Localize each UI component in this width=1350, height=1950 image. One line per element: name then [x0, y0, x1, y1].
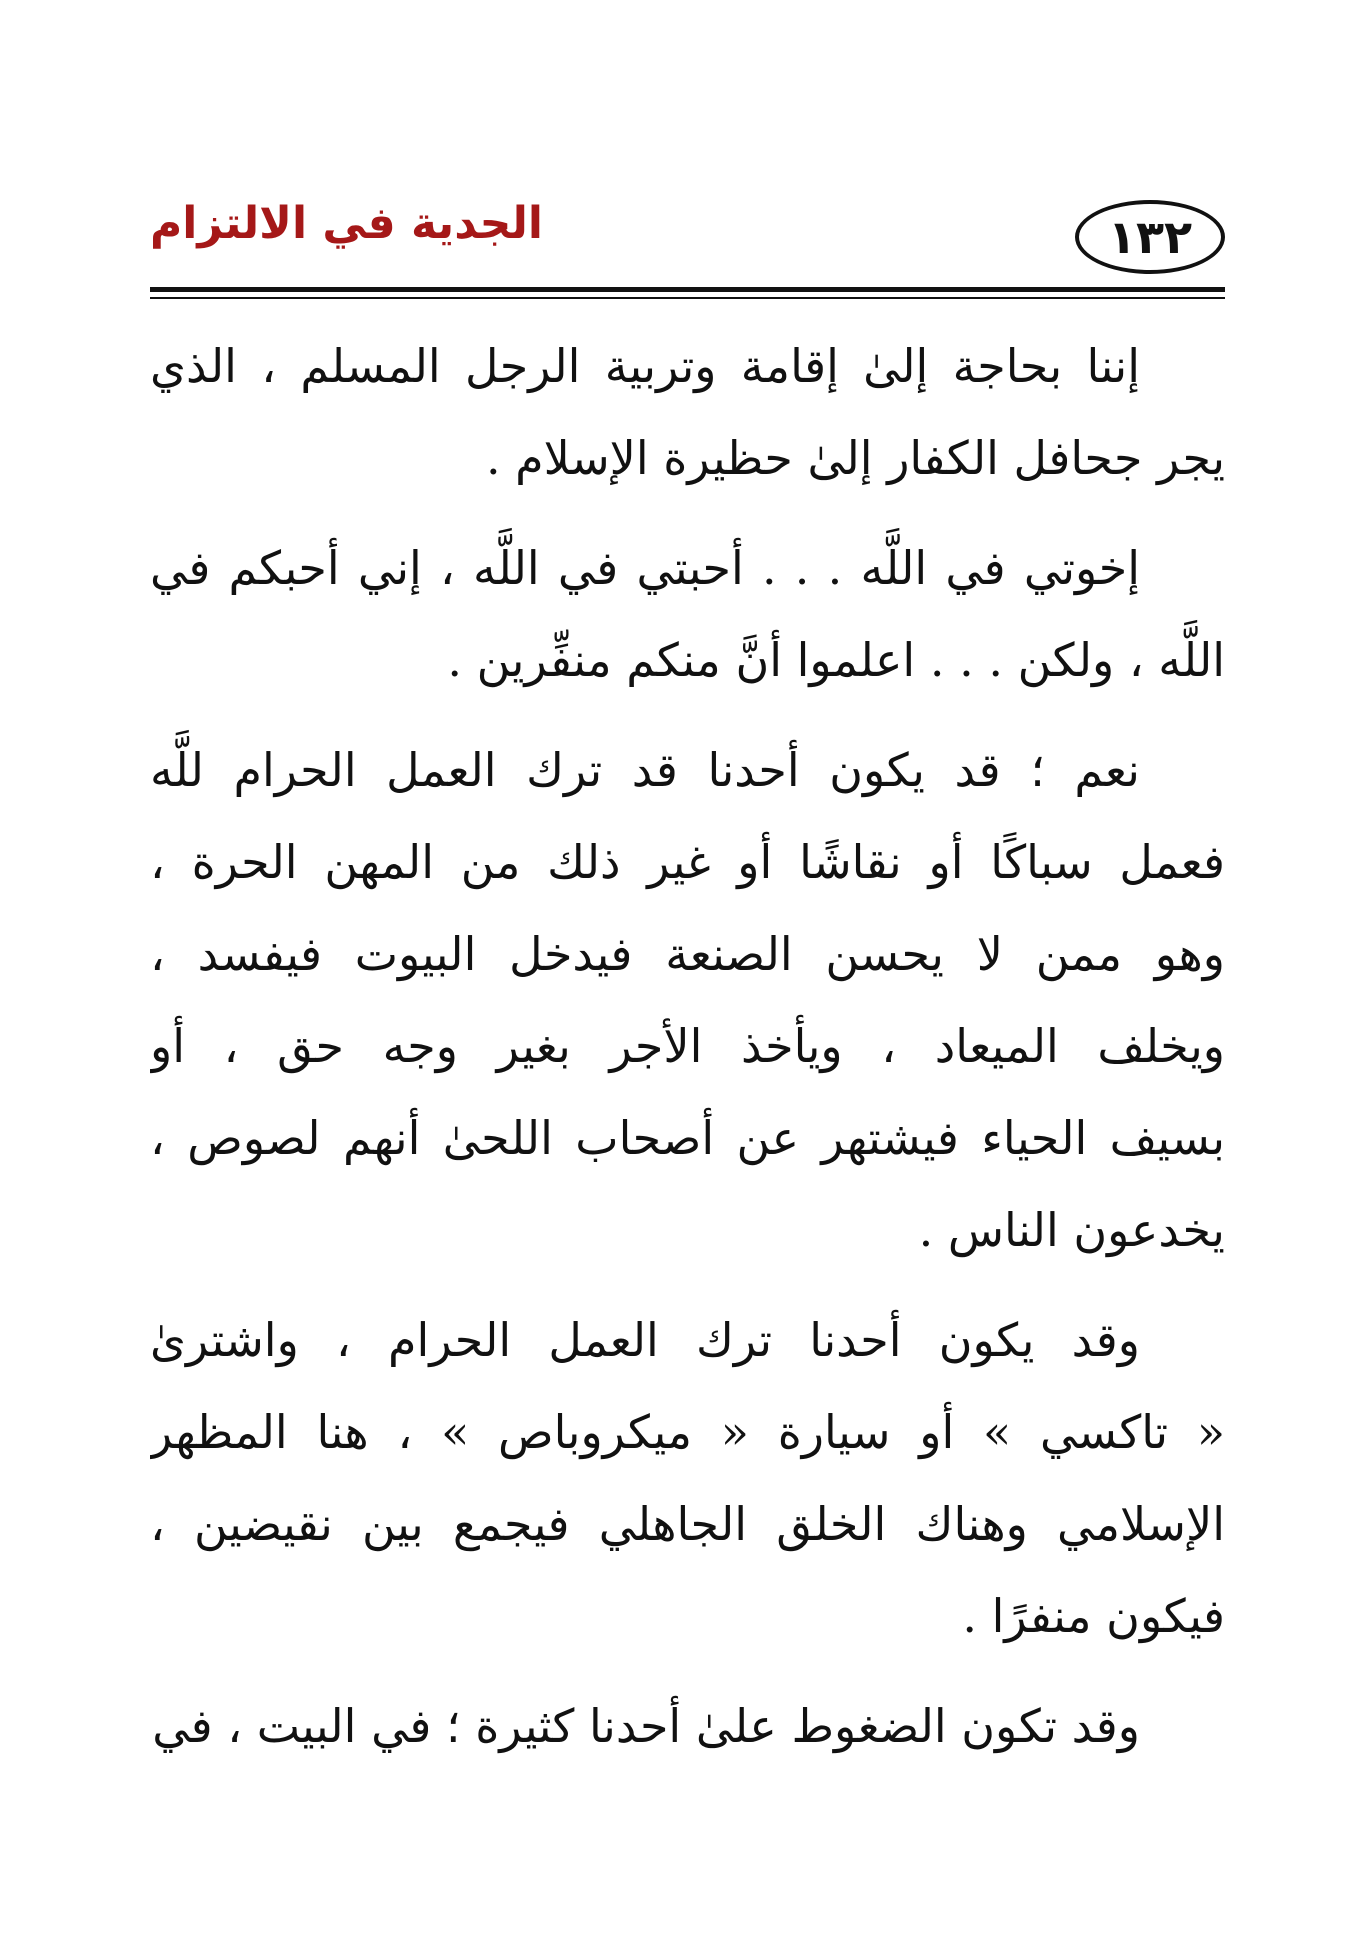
text-line: بسيف الحياء فيشتهر عن أصحاب اللحىٰ أنهم لصوص ، [150, 1111, 1225, 1165]
text-line: وقد تكون الضغوط علىٰ أحدنا كثيرة ؛ في البيت ، في [152, 1699, 1140, 1753]
text-line: وقد يكون أحدنا ترك العمل الحرام ، واشترىٰ [150, 1313, 1140, 1367]
paragraph [150, 522, 1225, 706]
text-line: ويخلف الميعاد ، ويأخذ الأجر بغير وجه حق ، أو [150, 1019, 1225, 1073]
text-line: إننا بحاجة إلىٰ إقامة وتربية الرجل المسلم ، الذي [150, 339, 1140, 393]
text-line: نعم ؛ قد يكون أحدنا قد ترك العمل الحرام للَّه [150, 743, 1140, 797]
text-line: اللَّه ، ولكن . . . اعلموا أنَّ منكم منفِّرين . [447, 633, 1225, 687]
header-rule-thick [150, 287, 1225, 292]
text-line: « تاكسي » أو سيارة « ميكروباص » ، هنا المظهر [150, 1405, 1225, 1459]
page-body [150, 320, 1225, 1790]
text-line: فعمل سباكًا أو نقاشًا أو غير ذلك من المهن الحرة ، [150, 835, 1225, 889]
text-line: فيكون منفرًا . [962, 1589, 1225, 1643]
page-number: ١٣٢ [1075, 200, 1225, 274]
running-title: الجدية في الالتزام [150, 198, 543, 249]
header-rule-thin [150, 297, 1225, 299]
text-line: يجر جحافل الكفار إلىٰ حظيرة الإسلام . [485, 431, 1225, 485]
text-line: إخوتي في اللَّه . . . أحبتي في اللَّه ، إني أحبكم في [150, 541, 1140, 595]
text-line: الإسلامي وهناك الخلق الجاهلي فيجمع بين نقيضين ، [150, 1497, 1225, 1551]
text-line: يخدعون الناس . [918, 1203, 1225, 1257]
paragraph [150, 1680, 1225, 1772]
paragraph [150, 320, 1225, 504]
paragraph [150, 1294, 1225, 1662]
page-header [150, 190, 1225, 280]
text-line: وهو ممن لا يحسن الصنعة فيدخل البيوت فيفسد ، [150, 927, 1225, 981]
paragraph [150, 724, 1225, 1276]
